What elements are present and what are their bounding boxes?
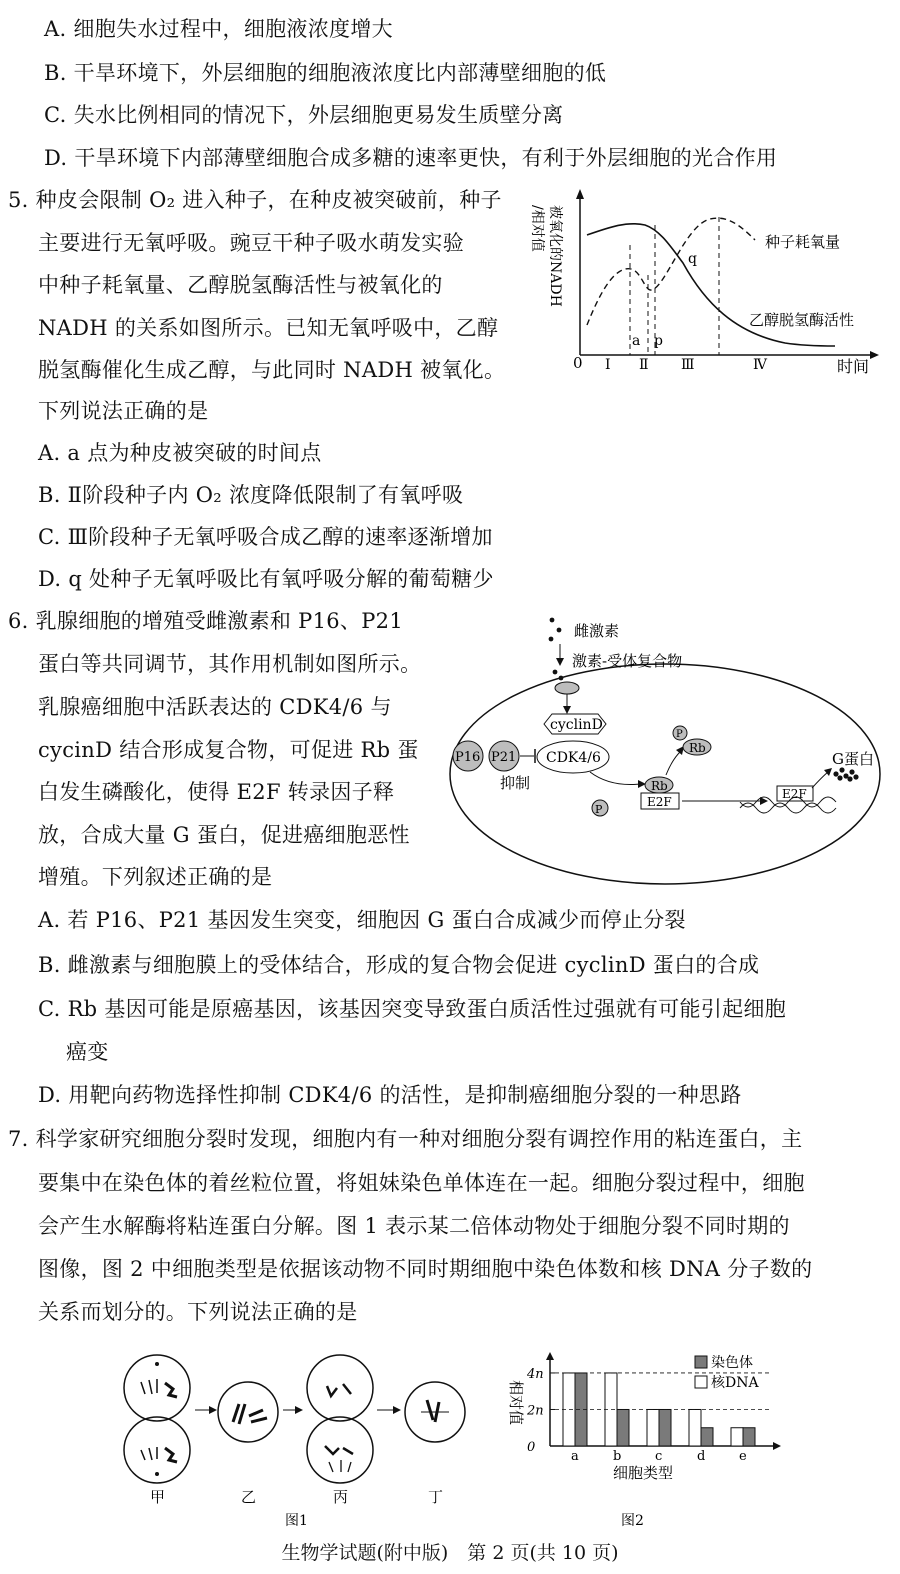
- q6-option-a: A. 若 P16、P21 基因发生突变，细胞因 G 蛋白合成减少而停止分裂: [38, 908, 686, 932]
- y-tick-label: 2n: [527, 1403, 544, 1419]
- estrogen-dot: [549, 637, 554, 642]
- dna-strand: [740, 803, 836, 813]
- p16-label: P16: [455, 750, 481, 765]
- estrogen-label: 雌激素: [574, 622, 620, 640]
- bar-c-dna: [647, 1409, 659, 1446]
- q5-option-a: A. a 点为种皮被突破的时间点: [38, 441, 322, 465]
- arrow-line: [590, 772, 640, 785]
- cell-jia-label: 甲: [150, 1488, 166, 1506]
- rb-bound-label: Rb: [651, 779, 668, 793]
- y-axis-label-2: /相对值: [529, 205, 545, 252]
- y-axis-label-1: 被氧化的NADH: [547, 205, 563, 307]
- inhibit-label: 抑制: [500, 774, 531, 792]
- q5-line-6: 下列说法正确的是: [38, 399, 209, 423]
- chart-y-label: 相对值: [507, 1380, 525, 1426]
- x-axis-arrow-icon: [870, 351, 879, 359]
- x-tick-label: c: [655, 1449, 663, 1464]
- q6-line-7: 增殖。下列叙述正确的是: [38, 865, 273, 889]
- cell-bing-label: 丙: [333, 1488, 349, 1506]
- q6-line-5: 白发生磷酸化，使得 E2F 转录因子释: [38, 780, 395, 804]
- cell-bing: [307, 1355, 373, 1483]
- cell-jia: [124, 1355, 190, 1483]
- arrow-head-icon: [295, 1406, 303, 1414]
- g-protein-cluster: [833, 767, 858, 781]
- point-a-label: a: [632, 333, 641, 349]
- q6-line-2: 蛋白等共同调节，其作用机制如图所示。: [38, 652, 422, 676]
- q5-option-b: B. Ⅱ阶段种子内 O₂ 浓度降低限制了有氧呼吸: [38, 483, 464, 507]
- q6-option-d: D. 用靶向药物选择性抑制 CDK4/6 的活性，是抑制癌细胞分裂的一种思路: [38, 1083, 742, 1107]
- arrow-line: [666, 752, 680, 775]
- q4-option-c: C. 失水比例相同的情况下，外层细胞更易发生质壁分离: [44, 103, 564, 127]
- point-p-label: p: [654, 333, 663, 349]
- bar-b-chromosome: [617, 1409, 629, 1446]
- origin-label: 0: [573, 354, 583, 372]
- x-tick-label: e: [739, 1449, 747, 1464]
- g-protein-label: G蛋白: [832, 750, 874, 768]
- legend-swatch: [695, 1356, 707, 1368]
- x-tick-label: b: [613, 1449, 622, 1464]
- e2f-bound-label: E2F: [647, 795, 672, 809]
- q4-option-d: D. 干旱环境下内部薄壁细胞合成多糖的速率更快，有利于外层细胞的光合作用: [44, 146, 778, 170]
- receptor: [555, 682, 579, 694]
- bar-e-dna: [731, 1428, 743, 1446]
- q5-line-3: 中种子耗氧量、乙醇脱氢酶活性与被氧化的: [38, 273, 443, 297]
- q5-line-4: NADH 的关系如图所示。已知无氧呼吸中，乙醇: [38, 316, 499, 340]
- arrow-head-icon: [209, 1406, 217, 1414]
- stage-3-label: Ⅲ: [681, 357, 695, 373]
- q6-line-6: 放，合成大量 G 蛋白，促进癌细胞恶性: [38, 823, 410, 847]
- q7-line-5: 关系而划分的。下列说法正确的是: [38, 1300, 358, 1324]
- arrow-head-icon: [556, 658, 564, 666]
- stage-4-label: Ⅳ: [753, 357, 767, 373]
- legend-swatch: [695, 1376, 707, 1388]
- curve-enzyme-activity: [587, 218, 755, 325]
- p21-label: P21: [491, 750, 517, 765]
- complex-label: 激素-受体复合物: [572, 652, 683, 670]
- arrow-head-icon: [393, 1406, 401, 1414]
- estrogen-dot: [559, 676, 564, 681]
- estrogen-dot: [557, 628, 562, 633]
- q7-line-3: 会产生水解酶将粘连蛋白分解。图 1 表示某二倍体动物处于细胞分裂不同时期的: [38, 1214, 790, 1238]
- curve-oxygen-label: 种子耗氧量: [765, 233, 841, 251]
- figure-1: [115, 1350, 495, 1529]
- q6-line-3: 乳腺癌细胞中活跃表达的 CDK4/6 与: [38, 695, 392, 719]
- legend-label: 染色体: [711, 1355, 753, 1371]
- figure-1-caption: 图1: [285, 1513, 308, 1529]
- q5-option-c: C. Ⅲ阶段种子无氧呼吸合成乙醇的速率逐渐增加: [38, 525, 493, 549]
- estrogen-dot: [550, 618, 555, 623]
- x-tick-label: d: [697, 1449, 706, 1464]
- q6-line-4: cycinD 结合形成复合物，可促进 Rb 蛋: [38, 738, 419, 762]
- q5-line-5: 脱氢酶催化生成乙醇，与此同时 NADH 被氧化。: [38, 358, 506, 382]
- estrogen-dot: [553, 670, 558, 675]
- cell-ding-label: 丁: [428, 1488, 444, 1506]
- y-axis-arrow-icon: [576, 189, 584, 199]
- bar-e-chromosome: [743, 1428, 755, 1446]
- stage-2-label: Ⅱ: [639, 357, 649, 373]
- bar-d-dna: [689, 1409, 701, 1446]
- q4-option-a: A. 细胞失水过程中，细胞液浓度增大: [44, 17, 393, 41]
- chart-y-arrow-icon: [546, 1352, 554, 1360]
- q7-line-4: 图像，图 2 中细胞类型是依据该动物不同时期细胞中染色体数和核 DNA 分子数的: [38, 1257, 813, 1281]
- y-tick-label: 4n: [527, 1366, 544, 1382]
- q5-graph: [529, 185, 895, 380]
- point-q-label: q: [688, 251, 697, 267]
- rb-free-label: Rb: [689, 741, 706, 755]
- bar-c-chromosome: [659, 1409, 671, 1446]
- figure-2-caption: 图2: [621, 1513, 644, 1529]
- figure-2-chart: [495, 1350, 795, 1529]
- q7-line-1: 7. 科学家研究细胞分裂时发现，细胞内有一种对细胞分裂有调控作用的粘连蛋白，主: [8, 1127, 803, 1151]
- q6-line-1: 6. 乳腺细胞的增殖受雌激素和 P16、P21: [8, 609, 403, 633]
- q4-option-b: B. 干旱环境下，外层细胞的细胞液浓度比内部薄壁细胞的低: [44, 61, 607, 85]
- q6-option-c-cont: 癌变: [66, 1040, 109, 1064]
- x-axis-label: 时间: [837, 357, 870, 376]
- chart-x-arrow-icon: [773, 1442, 781, 1450]
- q6-cell-diagram: [440, 612, 895, 902]
- arrow-line: [812, 772, 828, 788]
- q5-line-2: 主要进行无氧呼吸。豌豆干种子吸水萌发实验: [38, 231, 464, 255]
- x-tick-label: a: [571, 1449, 579, 1464]
- legend-label: 核DNA: [711, 1375, 759, 1391]
- phosphate-label: P: [676, 729, 683, 740]
- cell-yi-label: 乙: [241, 1488, 257, 1506]
- bar-d-chromosome: [701, 1428, 713, 1446]
- stage-1-label: Ⅰ: [605, 357, 611, 373]
- q5-option-d: D. q 处种子无氧呼吸比有氧呼吸分解的葡萄糖少: [38, 567, 494, 591]
- curve-enzyme-label: 乙醇脱氢酶活性: [749, 311, 855, 329]
- page-footer: 生物学试题(附中版) 第 2 页(共 10 页): [281, 1542, 619, 1564]
- q6-option-b: B. 雌激素与细胞膜上的受体结合，形成的复合物会促进 cyclinD 蛋白的合成: [38, 953, 760, 977]
- chart-x-label: 细胞类型: [613, 1464, 674, 1482]
- arrow-head-icon: [760, 797, 768, 805]
- cdk-label: CDK4/6: [546, 750, 601, 766]
- q5-line-1: 5. 种皮会限制 O₂ 进入种子，在种皮被突破前，种子: [8, 188, 502, 212]
- y-tick-label: 0: [527, 1440, 536, 1455]
- q7-line-2: 要集中在染色体的着丝粒位置，将姐妹染色单体连在一起。细胞分裂过程中，细胞: [38, 1171, 805, 1195]
- q6-option-c: C. Rb 基因可能是原癌基因，该基因突变导致蛋白质活性过强就有可能引起细胞: [38, 997, 786, 1021]
- cell-yi: [218, 1382, 278, 1442]
- cell-ding: [405, 1382, 465, 1442]
- e2f-active-label: E2F: [782, 787, 807, 801]
- phosphate-label: P: [595, 803, 603, 816]
- arrow-head-icon: [563, 706, 571, 714]
- cyclind-label: cyclinD: [550, 717, 603, 733]
